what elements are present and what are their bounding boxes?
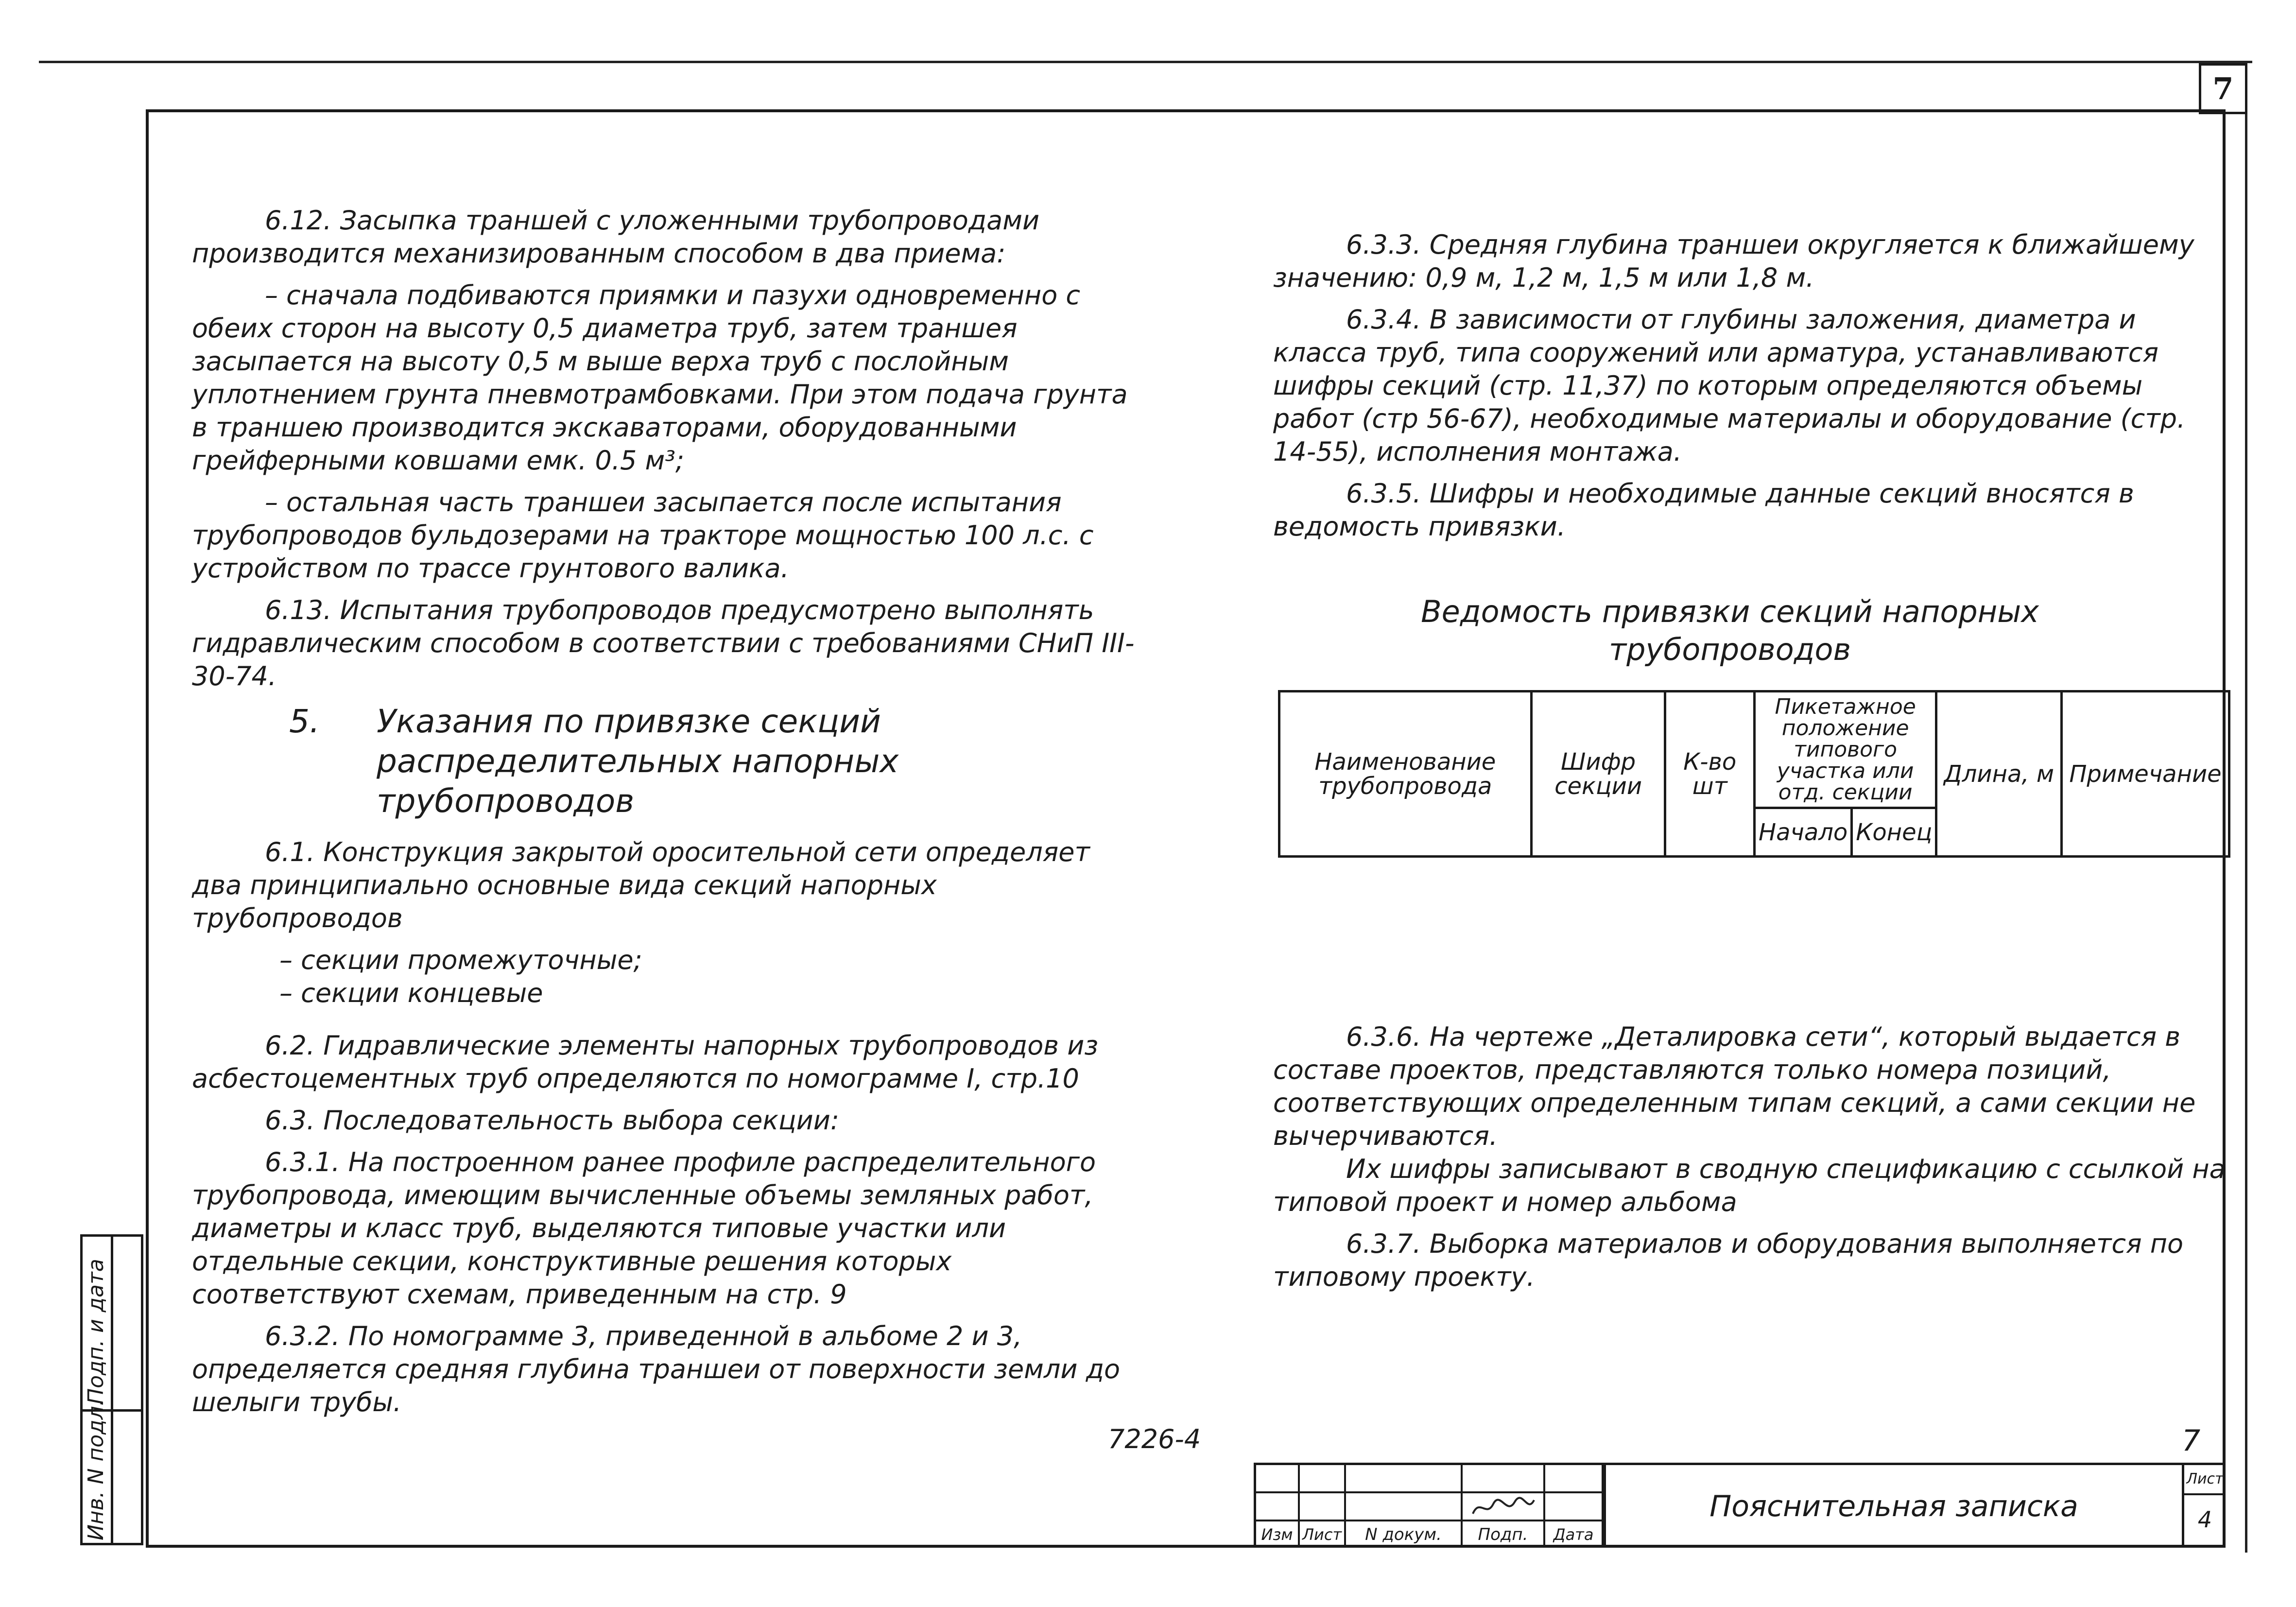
paragraph-6-1-b: – секции концевые [279, 978, 543, 1008]
right-text-column-lower [1273, 1020, 2226, 1302]
header-note: Примечание [2062, 691, 2229, 857]
title-block [1254, 1463, 2226, 1548]
revision-grid [1254, 1463, 1604, 1548]
paragraph-6-12-b: – остальная часть траншеи засыпается после испытания трубопроводов бульдозерами на тракторе мощностью 100 л.с. с устройством по трассе грунтового валика. [192, 487, 1094, 584]
col-list: Лист [1300, 1521, 1346, 1548]
table-title: Ведомость привязки секций напорных трубопроводов [1421, 594, 2039, 667]
sheet-number-bottom: 7 [2182, 1424, 2201, 1458]
paragraph-6-3-6-b: Их шифры записывают в сводную спецификацию с ссылкой на типовой проект и номер альбома [1273, 1154, 2226, 1217]
section-title: Указания по привязке секций распределительных напорных трубопроводов [377, 703, 899, 820]
header-picket-position: Пикетажное положение типового участка или отд. секции [1754, 691, 1936, 808]
col-sign: Подп. [1463, 1521, 1545, 1548]
header-start: Начало [1754, 808, 1851, 857]
archive-number: 7226-4 [1108, 1424, 1201, 1454]
header-section-code: Шифр секции [1531, 691, 1665, 857]
paragraph-6-3: 6.3. Последовательность выбора секции: [265, 1105, 840, 1136]
paragraph-6-13: 6.13. Испытания трубопроводов предусмотрено выполнять гидравлическим способом в соответствии с требованиями СНиП III-30-74. [192, 595, 1135, 691]
section-heading [192, 702, 1139, 821]
sheet-number-top: 7 [2199, 63, 2247, 114]
binding-table [1278, 690, 2230, 858]
header-end: Конец [1852, 808, 1936, 857]
paragraph-6-3-7: 6.3.7. Выборка материалов и оборудования выполняется по типовому проекту. [1273, 1228, 2184, 1292]
paragraph-6-12-a: – сначала подбиваются приямки и пазухи одновременно с обеих сторон на высоту 0,5 диаметра труб, затем траншея засыпается на высоту 0,5 м выше верха труб с послойным уплотнением грунта пневмотрамбовками. При этом подача грунта в траншею производится экскаваторами, оборудованными грейферными ковшами емк. 0.5 м³; [192, 280, 1128, 476]
header-quantity: К-во шт [1665, 691, 1755, 857]
paragraph-6-3-4: 6.3.4. В зависимости от глубины заложения, диаметра и класса труб, типа сооружений или арматура, устанавливаются шифры секций (стр. 11,37) по которым определяются объемы работ (стр 56-67), необходимые материалы и оборудование (стр. 14-55), исполнения монтажа. [1273, 304, 2186, 467]
paragraph-6-3-3: 6.3.3. Средняя глубина траншеи округляется к ближайшему значению: 0,9 м, 1,2 м, 1,5 м или 1,8 м. [1273, 229, 2194, 293]
paragraph-6-3-2: 6.3.2. По номограмме 3, приведенной в альбоме 2 и 3, определяется средняя глубина траншеи от поверхности земли до шелыги трубы. [192, 1321, 1121, 1417]
title-sheet-number: 4 [2197, 1506, 2212, 1533]
outer-frame-top-line [39, 61, 2252, 63]
inv-label: Инв. N подл. [84, 1399, 108, 1540]
header-length: Длина, м [1936, 691, 2062, 857]
sign-date-label: Подп. и дата [84, 1259, 108, 1404]
paragraph-6-1-a: – секции промежуточные; [279, 945, 642, 975]
paragraph-6-3-5: 6.3.5. Шифры и необходимые данные секций вносятся в ведомость привязки. [1273, 478, 2134, 542]
paragraph-6-3-1: 6.3.1. На построенном ранее профиле распределительного трубопровода, имеющим вычисленные объемы земляных работ, диаметры и класс труб, выделяются типовые участки или отдельные секции, конструктивные решения которых соответствуют схемам, приведенным на стр. 9 [192, 1147, 1096, 1310]
title-sheet-cell [2182, 1463, 2226, 1548]
col-date: Дата [1545, 1521, 1604, 1548]
col-izm: Изм [1256, 1521, 1300, 1548]
paragraph-6-1: 6.1. Конструкция закрытой оросительной сети определяет два принципиально основные вида секций напорных трубопроводов [192, 837, 1090, 933]
left-text-column [192, 204, 1139, 1428]
header-pipeline-name: Наименование трубопровода [1279, 691, 1532, 857]
outer-frame-right-line [2245, 61, 2247, 1553]
document-name: Пояснительная записка [1604, 1463, 2182, 1548]
paragraph-6-2: 6.2. Гидравлические элементы напорных трубопроводов из асбестоцементных труб определяются по номограмме I, стр.10 [192, 1030, 1099, 1094]
right-text-column [1273, 228, 2226, 552]
col-doc: N докум. [1346, 1521, 1463, 1548]
section-number: 5. [289, 703, 320, 740]
paragraph-6-12: 6.12. Засыпка траншей с уложенными трубопроводами производится механизированным способом в два приема: [192, 205, 1040, 269]
title-sheet-label: Лист [2184, 1465, 2226, 1495]
signature-scribble [1470, 1494, 1538, 1520]
inventory-strip-divider-vertical [111, 1234, 113, 1545]
paragraph-6-3-6: 6.3.6. На чертеже „Деталировка сети“, который выдается в составе проектов, представляются только номера позиций, соответствующих определенным типам секций, а сами секции не вычерчиваются. [1273, 1021, 2196, 1151]
